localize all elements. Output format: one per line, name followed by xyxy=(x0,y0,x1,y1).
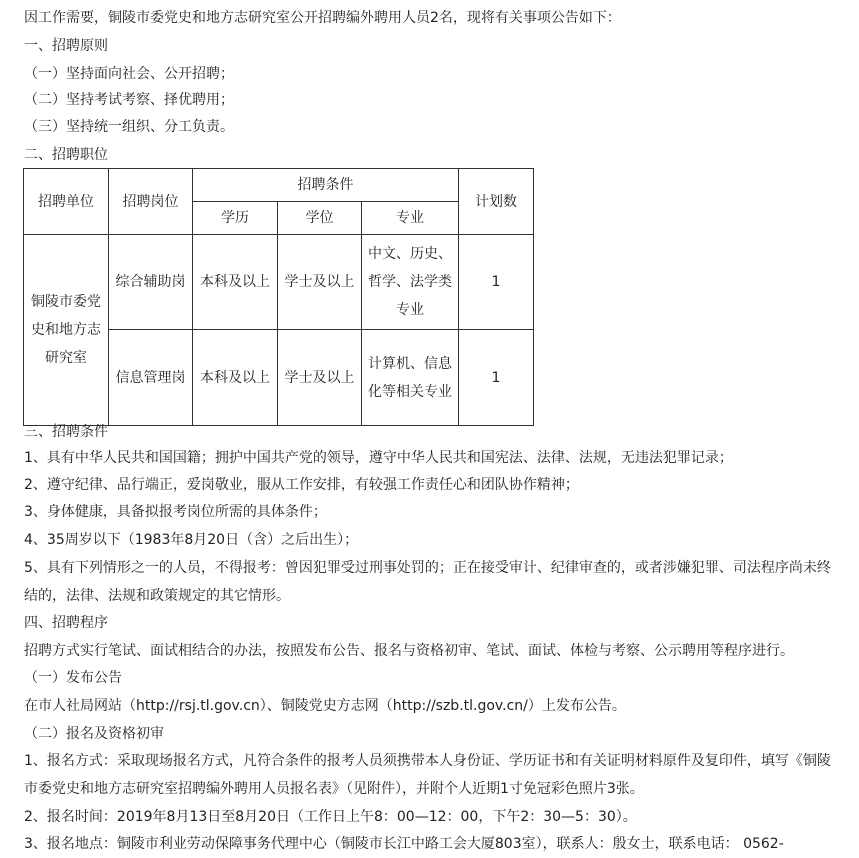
procedure-1-text: 在市人社局网站（http://rsj.tl.gov.cn）、铜陵党史方志网（http://szb.tl.gov.cn/）上发布公告。 xyxy=(24,698,626,714)
cell-major: 计算机、信息化等相关专业 xyxy=(362,330,459,426)
principle-item-2: （二）坚持考试考察、择优聘用； xyxy=(24,92,234,108)
principle-item-3: （三）坚持统一组织、分工负责。 xyxy=(24,119,234,135)
cell-education: 本科及以上 xyxy=(193,330,278,426)
section-3-heading: 三、招聘条件 xyxy=(24,424,108,440)
cell-unit: 铜陵市委党史和地方志研究室 xyxy=(24,235,109,426)
positions-table xyxy=(23,168,534,426)
table-row xyxy=(24,235,534,330)
procedure-1-heading: （一）发布公告 xyxy=(24,670,122,686)
cell-post: 综合辅助岗 xyxy=(109,235,193,330)
header-major: 专业 xyxy=(362,202,459,235)
intro-paragraph: 因工作需要，铜陵市委党史和地方志研究室公开招聘编外聘用人员2名，现将有关事项公告如下： xyxy=(24,10,621,26)
cell-major: 中文、历史、哲学、法学类专业 xyxy=(362,235,459,330)
cell-plan: 1 xyxy=(459,330,534,426)
header-education: 学历 xyxy=(193,202,278,235)
cell-post: 信息管理岗 xyxy=(109,330,193,426)
condition-item-3: 3、身体健康，具备拟报考岗位所需的具体条件； xyxy=(24,504,327,520)
cell-plan: 1 xyxy=(459,235,534,330)
section-4-heading: 四、招聘程序 xyxy=(24,615,108,631)
principle-item-1: （一）坚持面向社会、公开招聘； xyxy=(24,66,234,82)
condition-item-2: 2、遵守纪律、品行端正，爱岗敬业，服从工作安排，有较强工作责任心和团队协作精神； xyxy=(24,477,579,493)
header-post: 招聘岗位 xyxy=(109,169,193,235)
header-degree: 学位 xyxy=(278,202,362,235)
procedure-intro: 招聘方式实行笔试、面试相结合的办法，按照发布公告、报名与资格初审、笔试、面试、体检与考察、公示聘用等程序进行。 xyxy=(24,643,794,659)
cell-degree: 学士及以上 xyxy=(278,330,362,426)
section-2-heading: 二、招聘职位 xyxy=(24,147,108,163)
registration-place: 3、报名地点：铜陵市利业劳动保障事务代理中心（铜陵市长江中路工会大厦803室），联系人：殷女士，联系电话： 0562- xyxy=(24,836,784,852)
cell-degree: 学士及以上 xyxy=(278,235,362,330)
header-plan: 计划数 xyxy=(459,169,534,235)
section-1-heading: 一、招聘原则 xyxy=(24,38,108,54)
procedure-2-heading: （二）报名及资格初审 xyxy=(24,726,164,742)
registration-time: 2、报名时间：2019年8月13日至8月20日（工作日上午8：00—12：00，下午2：30—5：30）。 xyxy=(24,809,637,825)
condition-item-1: 1、具有中华人民共和国国籍；拥护中国共产党的领导，遵守中华人民共和国宪法、法律、法规，无违法犯罪记录； xyxy=(24,450,733,466)
condition-item-4: 4、35周岁以下（1983年8月20日（含）之后出生）； xyxy=(24,532,359,548)
header-conditions: 招聘条件 xyxy=(193,169,459,202)
condition-item-5: 5、具有下列情形之一的人员，不得报考：曾因犯罪受过刑事处罚的；正在接受审计、纪律审查的，或者涉嫌犯罪、司法程序尚未终结的，法律、法规和政策规定的其它情形。 xyxy=(24,560,831,604)
header-unit: 招聘单位 xyxy=(24,169,109,235)
registration-method: 1、报名方式：采取现场报名方式，凡符合条件的报考人员须携带本人身份证、学历证书和有关证明材料原件及复印件，填写《铜陵市委党史和地方志研究室招聘编外聘用人员报名表》（见附件），并附个人近期1寸免冠彩色照片3张。 xyxy=(24,753,831,797)
cell-education: 本科及以上 xyxy=(193,235,278,330)
